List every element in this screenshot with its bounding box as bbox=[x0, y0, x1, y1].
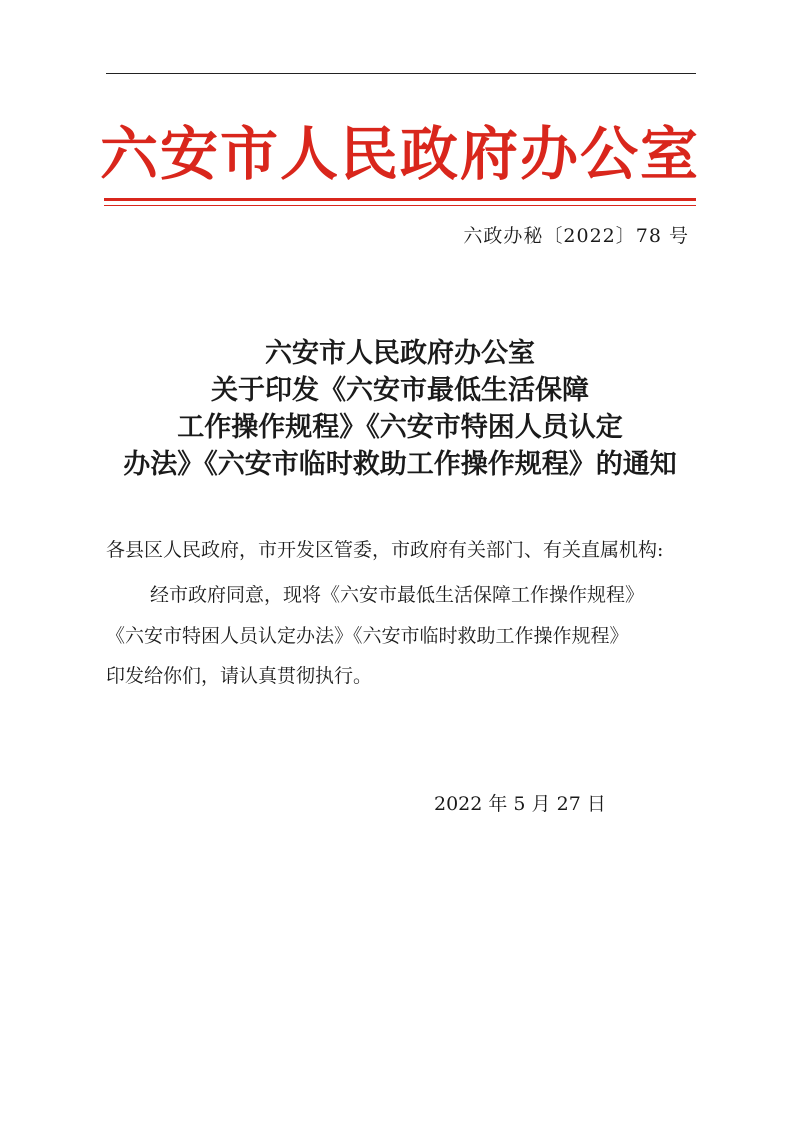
notice-title-line: 工作操作规程》《六安市特困人员认定 bbox=[177, 412, 623, 443]
masthead-title: 六安市人民政府办公室 bbox=[100, 120, 701, 188]
body-paragraph-line: 印发给你们，请认真贯彻执行。 bbox=[106, 665, 373, 687]
body-paragraph-line: 经市政府同意，现将《六安市最低生活保障工作操作规程》 bbox=[150, 584, 645, 606]
body-paragraph-line: 《六安市特困人员认定办法》《六安市临时救助工作操作规程》 bbox=[106, 625, 629, 647]
notice-title-line: 关于印发《六安市最低生活保障 bbox=[211, 375, 589, 406]
notice-title-line: 办法》《六安市临时救助工作操作规程》的通知 bbox=[123, 449, 677, 480]
document-number: 六政办秘〔2022〕78 号 bbox=[463, 225, 689, 247]
notice-title bbox=[80, 335, 720, 483]
issue-date: 2022 年 5 月 27 日 bbox=[434, 793, 606, 815]
masthead-red-rule-thin bbox=[104, 205, 696, 206]
top-divider bbox=[106, 73, 696, 74]
notice-title-line: 六安市人民政府办公室 bbox=[265, 338, 535, 369]
masthead-red-rule-thick bbox=[104, 198, 696, 201]
recipients-line: 各县区人民政府，市开发区管委，市政府有关部门、有关直属机构: bbox=[106, 539, 664, 561]
